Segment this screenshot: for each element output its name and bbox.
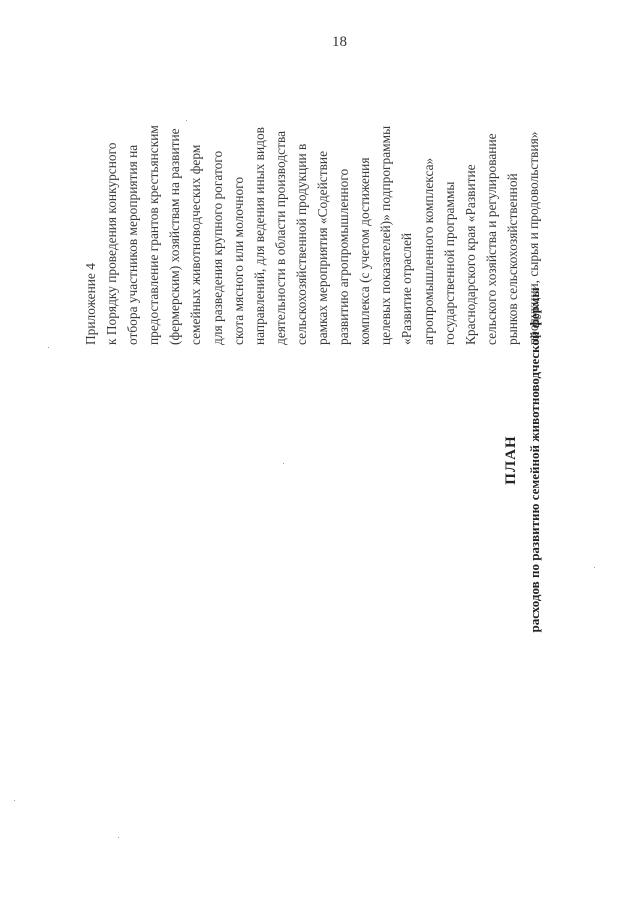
appendix-line: рынков сельскохозяйственной	[504, 173, 520, 345]
appendix-block	[80, 35, 544, 345]
appendix-line: Приложение 4	[83, 263, 98, 345]
appendix-line: продукции, сырья и продовольствия»	[525, 131, 541, 345]
appendix-line: целевых показателей)» подпрограммы	[378, 125, 394, 345]
appendix-line: государственной программы	[441, 181, 457, 345]
appendix-line: Краснодарского края «Развитие	[462, 164, 478, 345]
appendix-line: «Развитие отраслей	[399, 232, 415, 345]
appendix-line: рамках мероприятия «Содействие	[315, 150, 331, 345]
scan-speck	[48, 347, 49, 348]
appendix-line: для разведения крупного рогатого	[209, 150, 225, 345]
appendix-line: сельскохозяйственной продукции в	[293, 143, 309, 345]
appendix-line: направлений, для ведения иных видов	[251, 126, 267, 345]
appendix-line: скота мясного или молочного	[230, 176, 246, 345]
document-subtitle: расходов по развитию семейной животноводческой фермы	[527, 287, 542, 633]
appendix-line: деятельности в области производства	[272, 130, 288, 345]
appendix-line: агропромышленного комплекса»	[420, 157, 436, 345]
appendix-line: к Порядку проведения конкурсного	[104, 142, 120, 345]
document-title: ПЛАН	[503, 435, 519, 485]
appendix-line: семейных животноводческих ферм	[188, 144, 204, 345]
appendix-line: сельского хозяйства и регулирование	[483, 133, 499, 345]
scan-speck	[594, 567, 595, 568]
appendix-line: отбора участников мероприятия на	[125, 144, 141, 345]
appendix-line: предоставление грантов крестьянским	[146, 125, 162, 345]
scan-speck	[14, 800, 15, 801]
document-title-block	[498, 260, 546, 660]
scan-speck	[283, 463, 284, 464]
scan-speck	[118, 837, 119, 838]
appendix-line: развитию агропромышленного	[336, 168, 352, 345]
page-number: 18	[332, 34, 347, 50]
scan-speck	[186, 120, 187, 121]
appendix-line: комплекса (с учетом достижения	[357, 157, 373, 345]
appendix-line: (фермерским) хозяйствам на развитие	[167, 128, 183, 345]
